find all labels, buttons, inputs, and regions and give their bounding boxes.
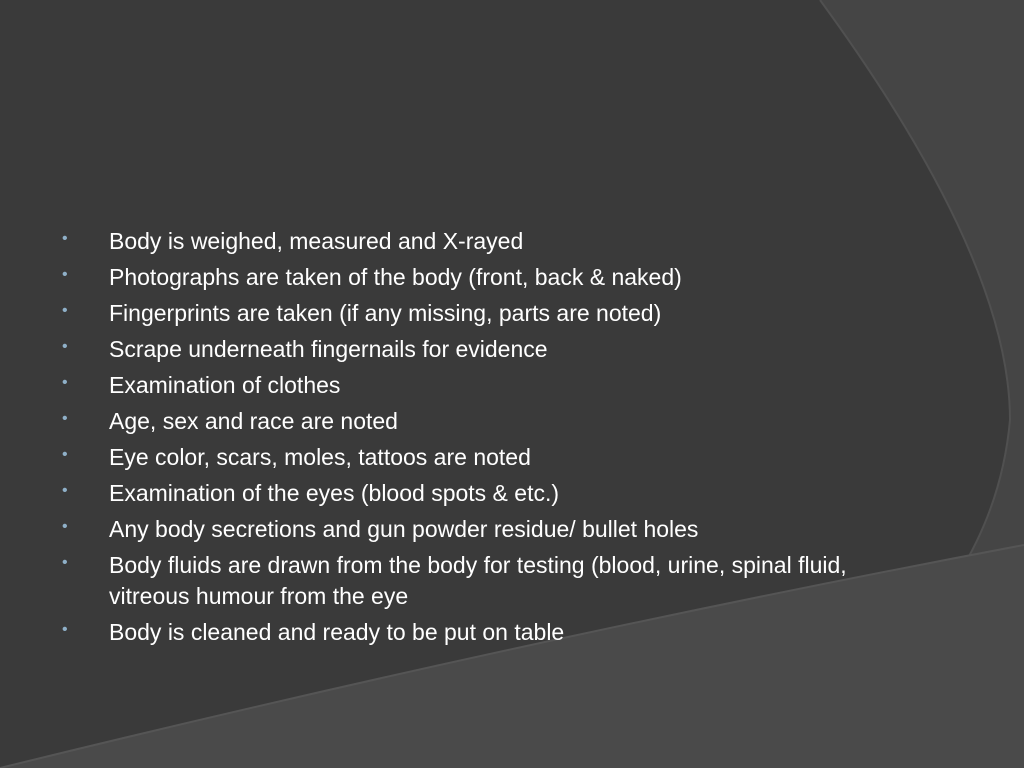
list-item-text: Body fluids are drawn from the body for testing (blood, urine, spinal fluid, vitreous humour from the eye [109,552,847,609]
list-item-text: Examination of clothes [109,372,341,398]
bullet-icon: • [62,266,68,283]
bullet-icon: • [62,410,68,427]
list-item [62,406,882,437]
bullet-icon: • [62,374,68,391]
bullet-icon: • [62,518,68,535]
list-item [62,298,882,329]
list-item-text: Eye color, scars, moles, tattoos are noted [109,444,531,470]
bullet-list [62,226,882,648]
list-item [62,442,882,473]
list-item [62,514,882,545]
list-item-text: Photographs are taken of the body (front, back & naked) [109,264,682,290]
list-item-text: Any body secretions and gun powder residue/ bullet holes [109,516,699,542]
bullet-icon: • [62,230,68,247]
list-item-text: Body is weighed, measured and X-rayed [109,228,524,254]
list-item [62,550,882,612]
list-item [62,334,882,365]
list-item [62,617,882,648]
list-item [62,478,882,509]
list-item [62,226,882,257]
bullet-icon: • [62,554,68,571]
bullet-icon: • [62,621,68,638]
list-item [62,262,882,293]
list-item-text: Body is cleaned and ready to be put on table [109,619,565,645]
list-item-text: Age, sex and race are noted [109,408,398,434]
list-item [62,370,882,401]
list-item-text: Examination of the eyes (blood spots & etc.) [109,480,560,506]
content-area [62,226,882,653]
list-item-text: Fingerprints are taken (if any missing, parts are noted) [109,300,662,326]
list-item-text: Scrape underneath fingernails for evidence [109,336,548,362]
bullet-icon: • [62,446,68,463]
bullet-icon: • [62,302,68,319]
bullet-icon: • [62,338,68,355]
bullet-icon: • [62,482,68,499]
